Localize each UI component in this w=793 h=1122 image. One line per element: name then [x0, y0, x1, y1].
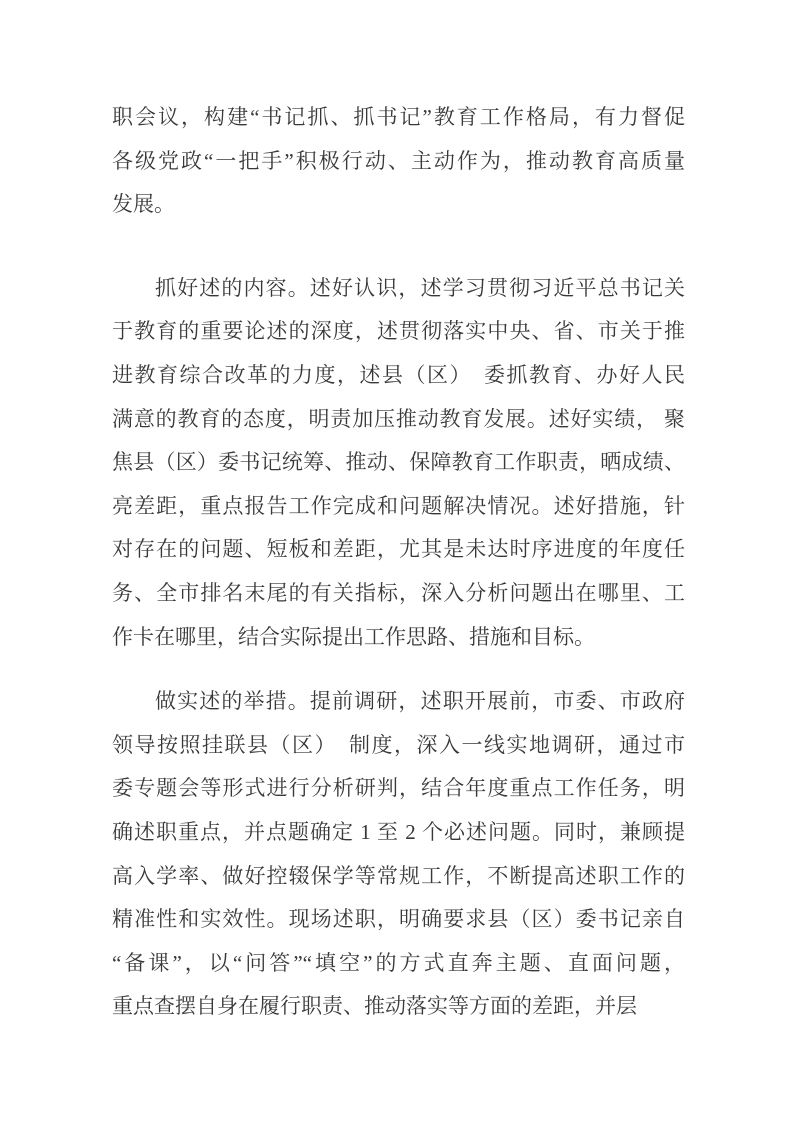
- text-line: 领导按照挂联县（区） 制度，深入一线实地调研，通过市: [112, 732, 685, 757]
- text-line: 焦县（区）委书记统筹、推动、保障教育工作职责，晒成绩、: [112, 450, 685, 475]
- text-line: 务、全市排名末尾的有关指标，深入分析问题出在哪里、工: [112, 580, 685, 605]
- text-line: 进教育综合改革的力度，述县（区） 委抓教育、办好人民: [112, 362, 685, 387]
- text-line: 做实述的举措。提前调研，述职开展前，市委、市政府: [155, 689, 685, 714]
- paragraph: [112, 267, 685, 659]
- paragraph: [112, 680, 685, 1029]
- text-line: 委专题会等形式进行分析研判，结合年度重点工作任务，明: [112, 776, 685, 801]
- text-line: 亮差距，重点报告工作完成和问题解决情况。述好措施，针: [112, 493, 685, 518]
- text-line: “备课”，以“问答”“填空”的方式直奔主题、直面问题，: [112, 950, 685, 975]
- text-line: 精准性和实效性。现场述职，明确要求县（区）委书记亲自: [112, 907, 685, 932]
- text-line: 发展。: [112, 192, 175, 217]
- text-line: 作卡在哪里，结合实际提出工作思路、措施和目标。: [112, 624, 595, 649]
- text-line: 于教育的重要论述的深度，述贯彻落实中央、省、市关于推: [112, 319, 685, 344]
- text-line: 重点查摆自身在履行职责、推动落实等方面的差距，并层: [112, 994, 637, 1019]
- text-line: 各级党政“一把手”积极行动、主动作为，推动教育高质量: [112, 148, 685, 173]
- document-text-block: [112, 96, 685, 1029]
- text-line: 满意的教育的态度，明责加压推动教育发展。述好实绩， 聚: [112, 406, 685, 431]
- text-line: 抓好述的内容。述好认识，述学习贯彻习近平总书记关: [155, 275, 685, 300]
- text-line: 对存在的问题、短板和差距，尤其是未达时序进度的年度任: [112, 537, 685, 562]
- text-line: 确述职重点，并点题确定 1 至 2 个必述问题。同时，兼顾提: [112, 819, 685, 844]
- text-line: 高入学率、做好控辍保学等常规工作，不断提高述职工作的: [112, 863, 685, 888]
- paragraph: [112, 96, 685, 227]
- text-line: 职会议，构建“书记抓、抓书记”教育工作格局，有力督促: [112, 105, 685, 129]
